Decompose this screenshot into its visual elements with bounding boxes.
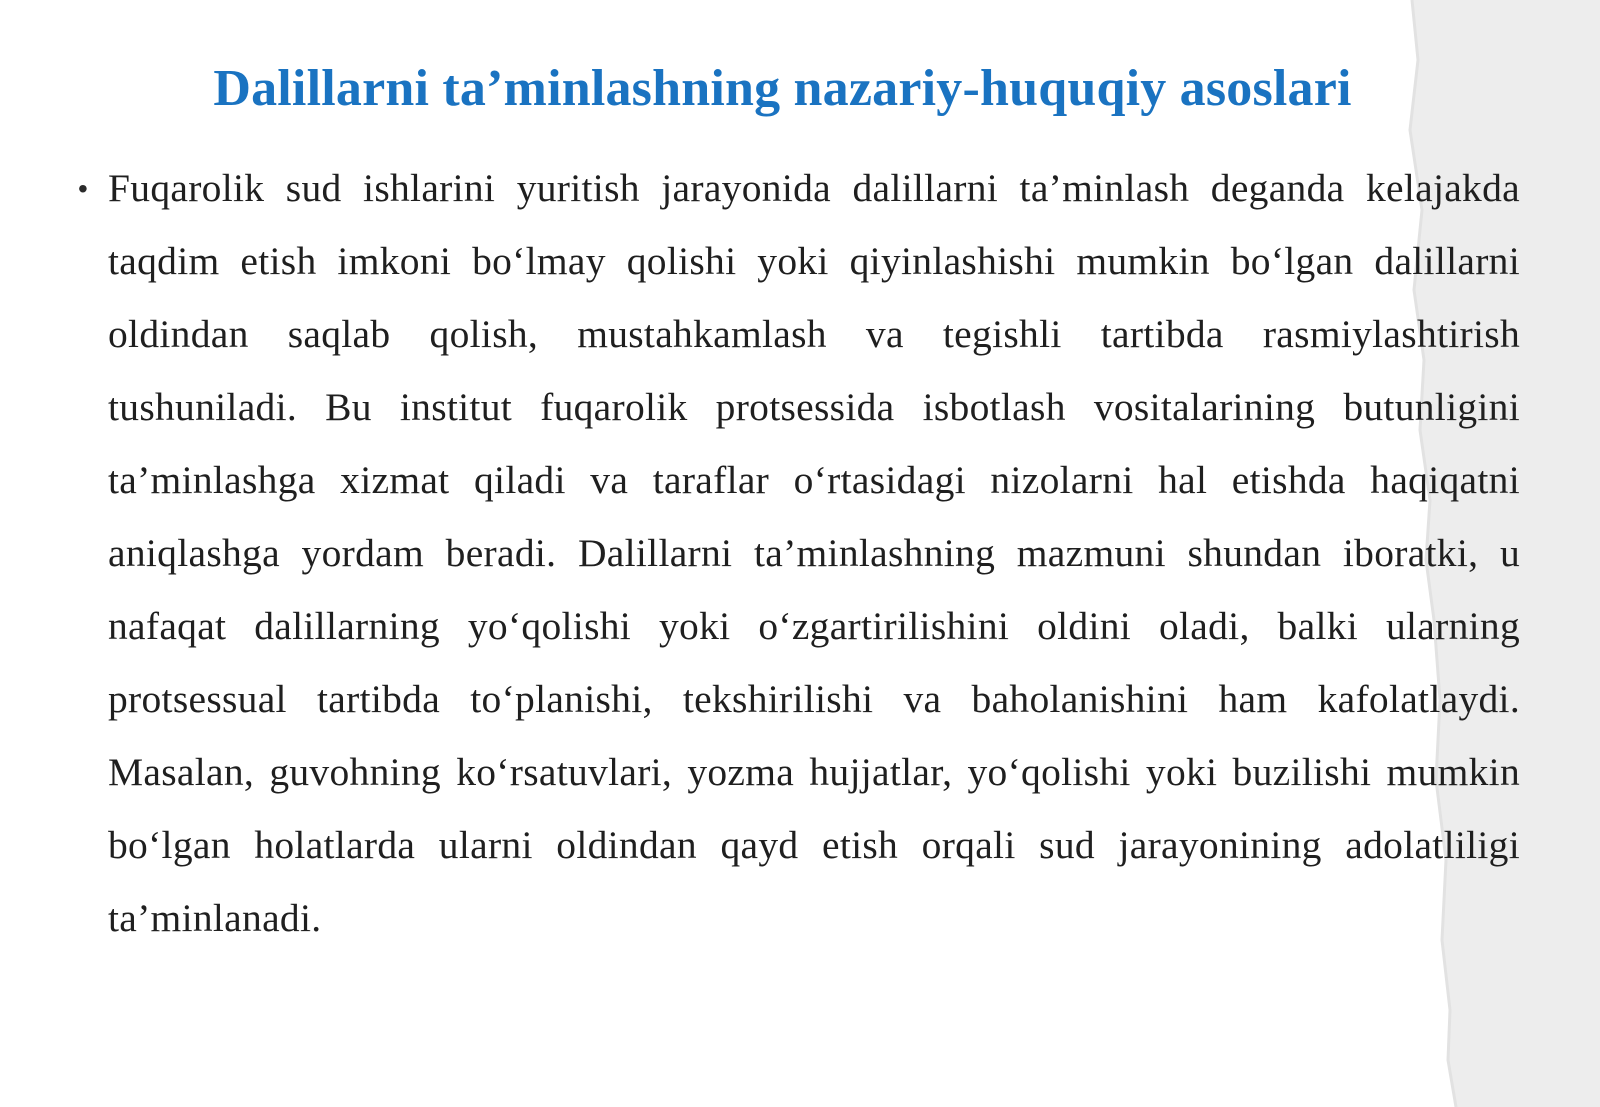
bullet-dot-icon: • bbox=[78, 173, 88, 204]
bullet-list bbox=[78, 152, 1520, 955]
bullet-text: Fuqarolik sud ishlarini yuritish jarayonida dalillarni ta’minlash deganda kelajakda taqdim etish imkoni bo‘lmay qolishi yoki qiyinlashishi mumkin bo‘lgan dalillarni oldindan saqlab qolish, mustahkamlash va tegishli tartibda rasmiylashtirish tushuniladi. Bu institut fuqarolik protsessida isbotlash vositalarining butunligini ta’minlashga xizmat qiladi va taraflar o‘rtasidagi nizolarni hal etishda haqiqatni aniqlashga yordam beradi. Dalillarni ta’minlashning mazmuni shundan iboratki, u nafaqat dalillarning yo‘qolishi yoki o‘zgartirilishini oldini oladi, balki ularning protsessual tartibda to‘planishi, tekshirilishi va baholanishini ham kafolatlaydi. Masalan, guvohning ko‘rsatuvlari, yozma hujjatlar, yo‘qolishi yoki buzilishi mumkin bo‘lgan holatlarda ularni oldindan qayd etish orqali sud jarayonining adolatliligi ta’minlanadi. bbox=[108, 166, 1520, 940]
bullet-item bbox=[78, 152, 1520, 955]
slide-title: Dalillarni ta’minlashning nazariy-huquqiy asoslari bbox=[213, 60, 1352, 117]
